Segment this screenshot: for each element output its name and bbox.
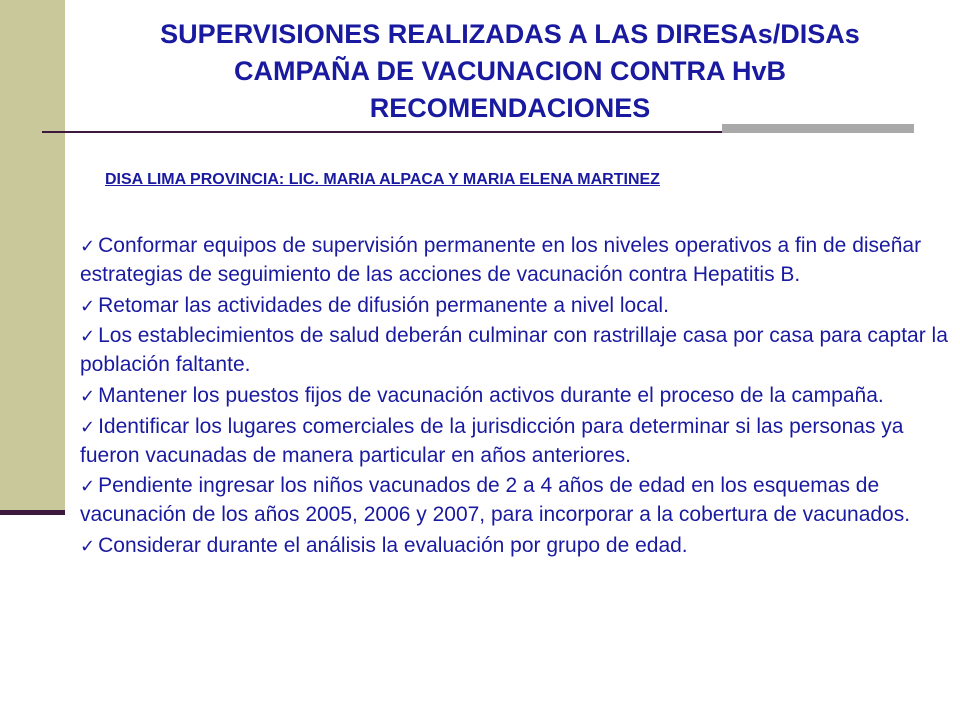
list-item [80,382,960,411]
check-mark-icon: ✓ [80,476,96,497]
section-subtitle: DISA LIMA PROVINCIA: LIC. MARIA ALPACA Y MARIA ELENA MARTINEZ [105,171,660,188]
list-item-text: Los establecimientos de salud deberán culminar con rastrillaje casa por casa para captar la población faltante. [80,324,948,377]
list-item-text: Mantener los puestos fijos de vacunación activos durante el proceso de la campaña. [98,383,884,407]
check-mark-icon: ✓ [80,236,96,256]
check-mark-icon: ✓ [80,385,96,406]
list-item-text: Retomar las actividades de difusión permanente a nivel local. [98,293,669,317]
title-line-1: SUPERVISIONES REALIZADAS A LAS DIRESAs/DISAs [160,19,860,49]
list-item-text: Pendiente ingresar los niños vacunados de 2 a 4 años de edad en los esquemas de vacunación de los años 2005, 2006 y 2007, para incorporar a la cobertura de vacunados. [80,474,911,527]
list-item [80,292,960,321]
list-item [80,322,960,380]
check-mark-icon: ✓ [80,416,96,437]
list-item-text: Conformar equipos de supervisión permanente en los niveles operativos a fin de diseñar estrategias de seguimiento de las acciones de vacunación contra Hepatitis B. [80,234,922,286]
list-item-text: Identificar los lugares comerciales de la jurisdicción para determinar si las personas ya fueron vacunadas de manera particular en años anteriores. [80,414,904,467]
recommendations-list [80,232,960,563]
list-item [80,413,960,471]
check-mark-icon: ✓ [80,295,96,316]
title-line-3: RECOMENDACIONES [369,93,651,123]
slide-title [60,16,960,127]
title-divider-accent [722,124,914,133]
list-item [80,472,960,530]
left-decorative-bar [0,0,65,512]
check-mark-icon: ✓ [80,326,96,347]
check-mark-icon: ✓ [80,535,96,556]
list-item [80,232,960,290]
title-line-2: CAMPAÑA DE VACUNACION CONTRA HvB [234,56,786,86]
left-bar-accent-line [0,510,65,515]
list-item [80,532,960,561]
list-item-text: Considerar durante el análisis la evaluación por grupo de edad. [98,533,688,557]
